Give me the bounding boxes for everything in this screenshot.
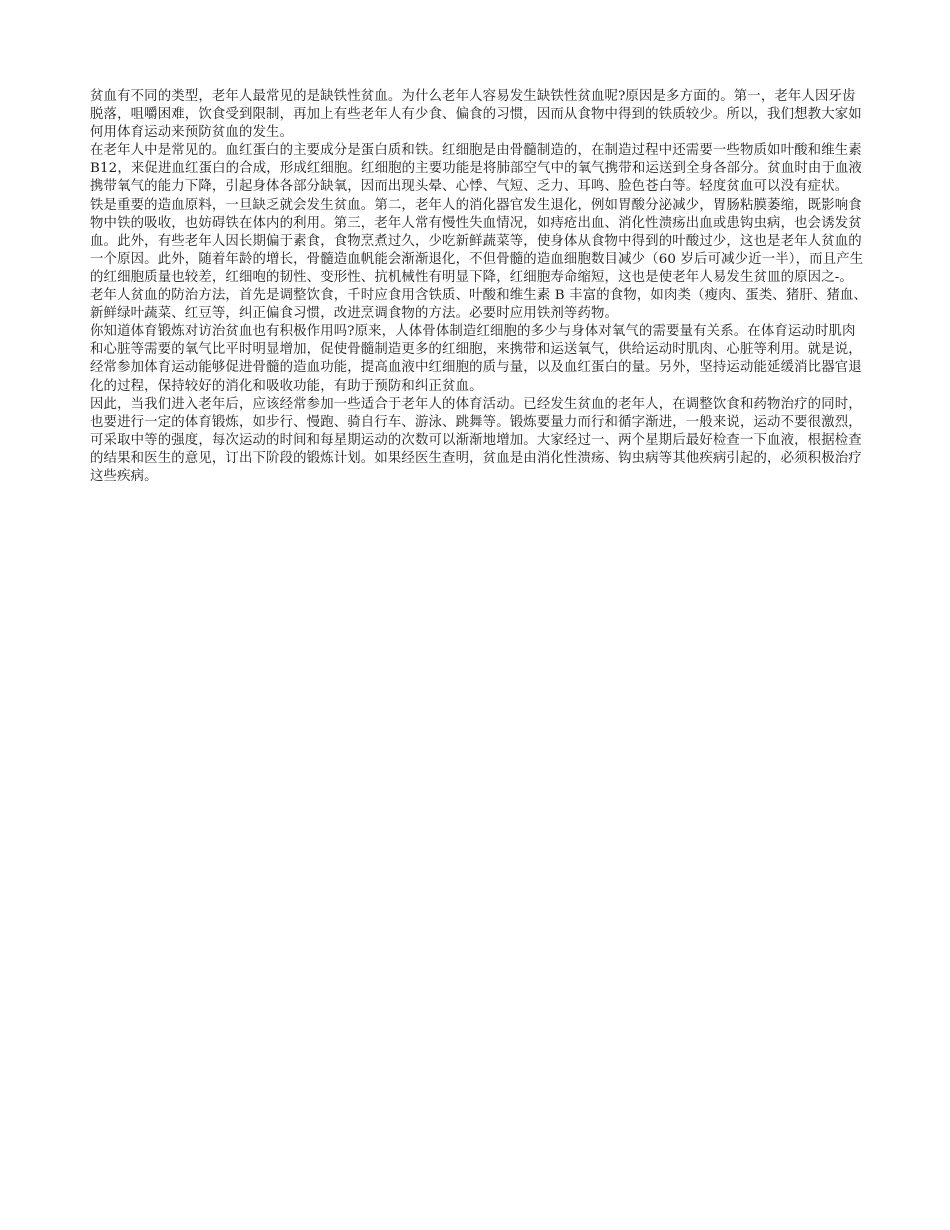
paragraph-6: 因此，当我们进入老年后，应该经常参加一些适合于老年人的体育活动。已经发生贫血的老年人，在调整饮食和药物治疗的同时，也要进行一定的体育锻炼，如步行、慢跑、骑自行车、游泳、跳舞等。锻炼要量力而行和循字渐进，一般来说，运动不要很激烈，可采取中等的强度，每次运动的时间和每星期运动的次数可以渐渐地增加。大家经过一、两个星期后最好检查一下血液，根据检查的结果和医生的意见，订出下阶段的锻炼计划。如果经医生查明，贫血是由消化性溃疡、钩虫病等其他疾病引起的，必须积极治疗这些疾病。 (90, 396, 862, 484)
document-body (90, 88, 868, 486)
paragraph-2: 在老年人中是常见的。血红蛋白的主要成分是蛋白质和铁。红细胞是由骨髓制造的，在制造过程中还需要一些物质如叶酸和维生素 B12，来促进血红蛋白的合成，形成红细胞。红细胞的主要功能是将肺部空气中的氧气携带和运送到全身各部分。贫血时由于血液携带氧气的能力下降，引起身体各部分缺氧，因而出现头晕、心悸、气短、乏力、耳鸣、脸色苍白等。轻度贫血可以没有症状。 (90, 143, 863, 195)
paragraph-3: 铁是重要的造血原料，一旦缺乏就会发生贫血。第二，老年人的消化器官发生退化，例如胃酸分泌减少，胃肠粘膜萎缩，既影响食物中铁的吸收，也妨碍铁在体内的利用。第三，老年人常有慢性失血情况，如痔疮出血、消化性溃疡出血或患钩虫病，也会诱发贫血。此外，有些老年人因长期偏于素食，食物烹煮过久，少吃新鲜蔬菜等，使身体从食物中得到的叶酸过少，这也是老年人贫血的一个原因。此外，随着年龄的增长，骨髓造血帆能会渐渐退化，不但骨髓的造血细胞数目减少（60 岁后可减少近一半），而且产生的红细胞质量也较差，红细咆的韧性、变形性、抗机械性有明显下降，红细胞寿命缩短，这也是使老年人易发生贫皿的原因之-。 (90, 197, 864, 285)
paragraph-1: 贫血有不同的类型，老年人最常见的是缺铁性贫血。为什么老年人容易发生缺铁性贫血呢?原因是多方面的。第一，老年人因牙齿脱落，咀嚼困难，饮食受到限制，再加上有些老年人有少食、偏食的习惯，因而从食物中得到的铁质较少。所以，我们想教大家如何用体育运动来预防贫血的发生。 (90, 89, 862, 141)
paragraph-5: 你知道体育锻炼对访治贫血也有积极作用吗?原来，人体骨体制造红细胞的多少与身体对氧气的需要量有关系。在体育运动时肌肉和心脏等需要的氧气比平时明显增加，促使骨髓制造更多的红细胞，来携带和运送氧气，供给运动时肌肉、心脏等利用。就是说，经常参加体育运动能够促进骨髓的造血功能，提高血液中红细胞的质与量，以及血红蛋白的量。另外，坚持运动能延缓消比器官退化的过程，保持较好的消化和吸收功能，有助于预防和纠正贫血。 (90, 324, 862, 394)
paragraph-4: 老年人贫血的防治方法，首先是调整饮食，千时应食用含铁质、叶酸和维生素 B 丰富的食物，如肉类（瘦肉、蛋类、猪肝、猪血、新鲜绿叶蔬菜、红豆等，纠正偏食习惯，改进烹调食物的方法。必要时应用铁剂等药物。 (90, 288, 868, 322)
